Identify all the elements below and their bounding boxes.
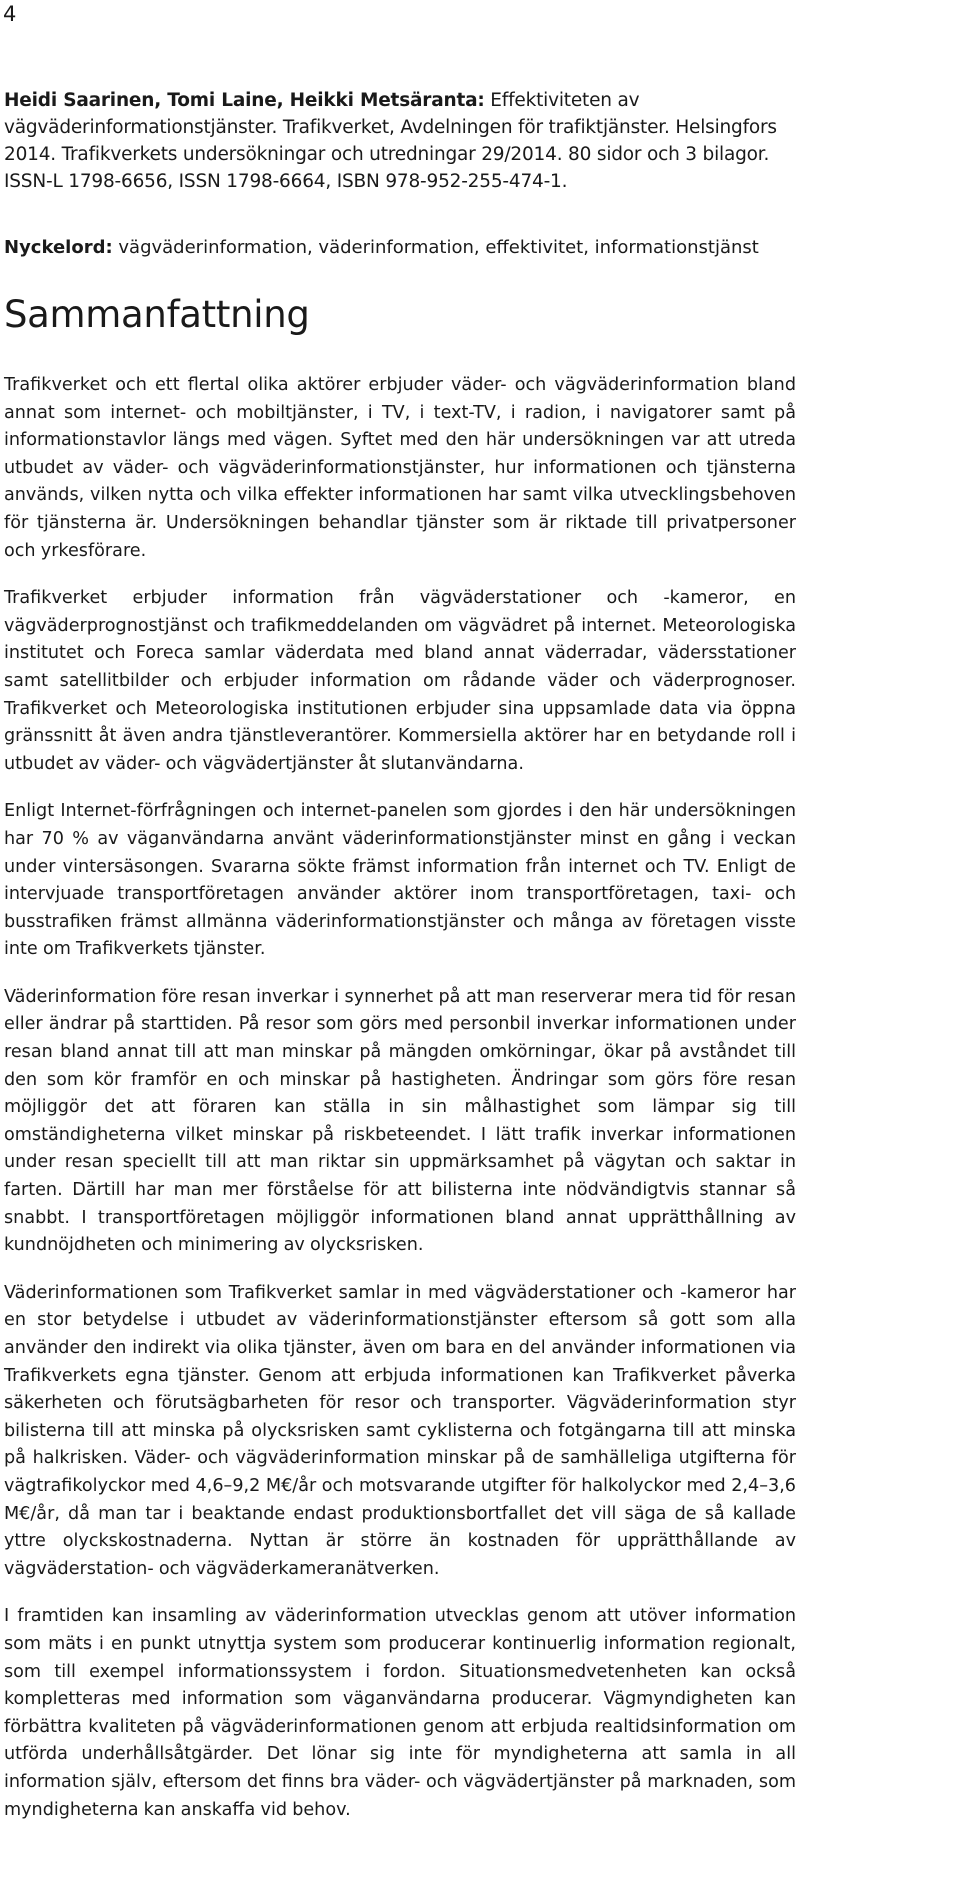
summary-paragraph-4: Väderinformation före resan inverkar i synnerhet på att man reserverar mera tid för resan eller ändrar på starttiden. På resor som görs med personbil inverkar informationen under resan bland annat till att man minskar på mängden omkörningar, ökar på avståndet till den som kör framför en och minskar på hastigheten. Ändringar som görs före resan möjliggör det att föraren kan ställa in sin målhastighet som lämpar sig till omständigheterna vilket minskar på riskbeteendet. I lätt trafik inverkar informationen under resan speciellt till att man riktar sin uppmärksamhet på vägytan och saktar in farten. Därtill har man mer förståelse för att bilisterna inte nödvändigtvis stannar så snabbt. I transportföretagen möjliggör informationen bland annat upprätthållning av kundnöjdheten och minimering av olycksrisken. xyxy=(4,986,796,1256)
section-heading: Sammanfattning xyxy=(4,293,310,336)
summary-paragraph-1: Trafikverket och ett flertal olika aktörer erbjuder väder- och vägväderinformation bland annat som internet- och mobiltjänster, i TV, i text-TV, i radion, i navigatorer samt på informationstavlor längs med vägen. Syftet med den här undersökningen var att utreda utbudet av väder- och vägväderinformationstjänster, hur informationen och tjänsterna används, vilken nytta och vilka effekter informationen har samt vilka utvecklingsbehoven för tjänsterna är. Undersökningen behandlar tjänster som är riktade till privatpersoner och yrkesförare. xyxy=(4,375,796,561)
document-body xyxy=(4,87,796,1824)
summary-paragraph-3: Enligt Internet-förfrågningen och internet-panelen som gjordes i den här undersökningen har 70 % av väganvändarna använt väderinformationstjänster minst en gång i veckan under vintersäsongen. Svararna sökte främst information från internet och TV. Enligt de intervjuade transportföretagen använder aktörer inom transportföretagen, taxi- och busstrafiken främst allmänna väderinformationstjänster och många av företagen visste inte om Trafikverkets tjänster. xyxy=(4,801,796,960)
bibliographic-citation xyxy=(4,87,796,195)
summary-paragraph-5: Väderinformationen som Trafikverket samlar in med vägväderstationer och -kameror har en stor betydelse i utbudet av väderinformationstjänster eftersom så gott som alla använder den indirekt via olika tjänster, även om bara en del använder informationen via Trafikverkets egna tjänster. Genom att erbjuda informationen kan Trafikverket påverka säkerheten och förutsägbarheten för resor och transporter. Vägväderinformation styr bilisterna till att minska på olycksrisken samt cyklisterna och fotgängarna till att minska på halkrisken. Väder- och vägväderinformation minskar på de samhälleliga utgifterna för vägtrafikolyckor med 4,6–9,2 M€/år och motsvarande utgifter för halkolyckor med 2,4–3,6 M€/år, då man tar i beaktande endast produktionsbortfallet det vill säga de så kallade yttre olyckskostnaderna. Nyttan är större än kostnaden för upprätthållande av vägväderstation- och vägväderkameranätverken. xyxy=(4,1282,796,1579)
page-number: 4 xyxy=(3,2,17,26)
keywords-line xyxy=(4,234,796,261)
keywords-label: Nyckelord: xyxy=(4,237,113,258)
keywords-text: vägväderinformation, väderinformation, effektivitet, informationstjänst xyxy=(112,237,759,258)
summary-paragraph-6: I framtiden kan insamling av väderinformation utvecklas genom att utöver information som mäts i en punkt utnyttja system som producerar kontinuerlig information regionalt, som till exempel informationssystem i fordon. Situationsmedvetenheten kan också kompletteras med information som väganvändarna producerar. Vägmyndigheten kan förbättra kvaliteten på vägväderinformationen genom att erbjuda realtidsinformation om utförda underhållsåtgärder. Det lönar sig inte för myndigheterna att samla in all information själv, eftersom det finns bra väder- och vägvädertjänster på marknaden, som myndigheterna kan anskaffa vid behov. xyxy=(4,1606,796,1820)
citation-details: Effektiviteten av vägväderinformationstjänster. Trafikverket, Avdelningen för trafiktjänster. Helsingfors 2014. Trafikverkets undersökningar och utredningar 29/2014. 80 sidor och 3 bilagor. ISSN-L 1798-6656, ISSN 1798-6664, ISBN 978-952-255-474-1. xyxy=(4,90,777,192)
summary-paragraph-2: Trafikverket erbjuder information från vägväderstationer och -kameror, en vägväderprognostjänst och trafikmeddelanden om vägvädret på internet. Meteorologiska institutet och Foreca samlar väderdata med bland annat väderradar, vädersstationer samt satellitbilder och erbjuder information om rådande väder och väderprognoser. Trafikverket och Meteorologiska institutionen erbjuder sina uppsamlade data via öppna gränssnitt åt även andra tjänstleverantörer. Kommersiella aktörer har en betydande roll i utbudet av väder- och vägvädertjänster åt slutanvändarna. xyxy=(4,588,796,774)
citation-authors: Heidi Saarinen, Tomi Laine, Heikki Metsäranta: xyxy=(4,90,485,111)
